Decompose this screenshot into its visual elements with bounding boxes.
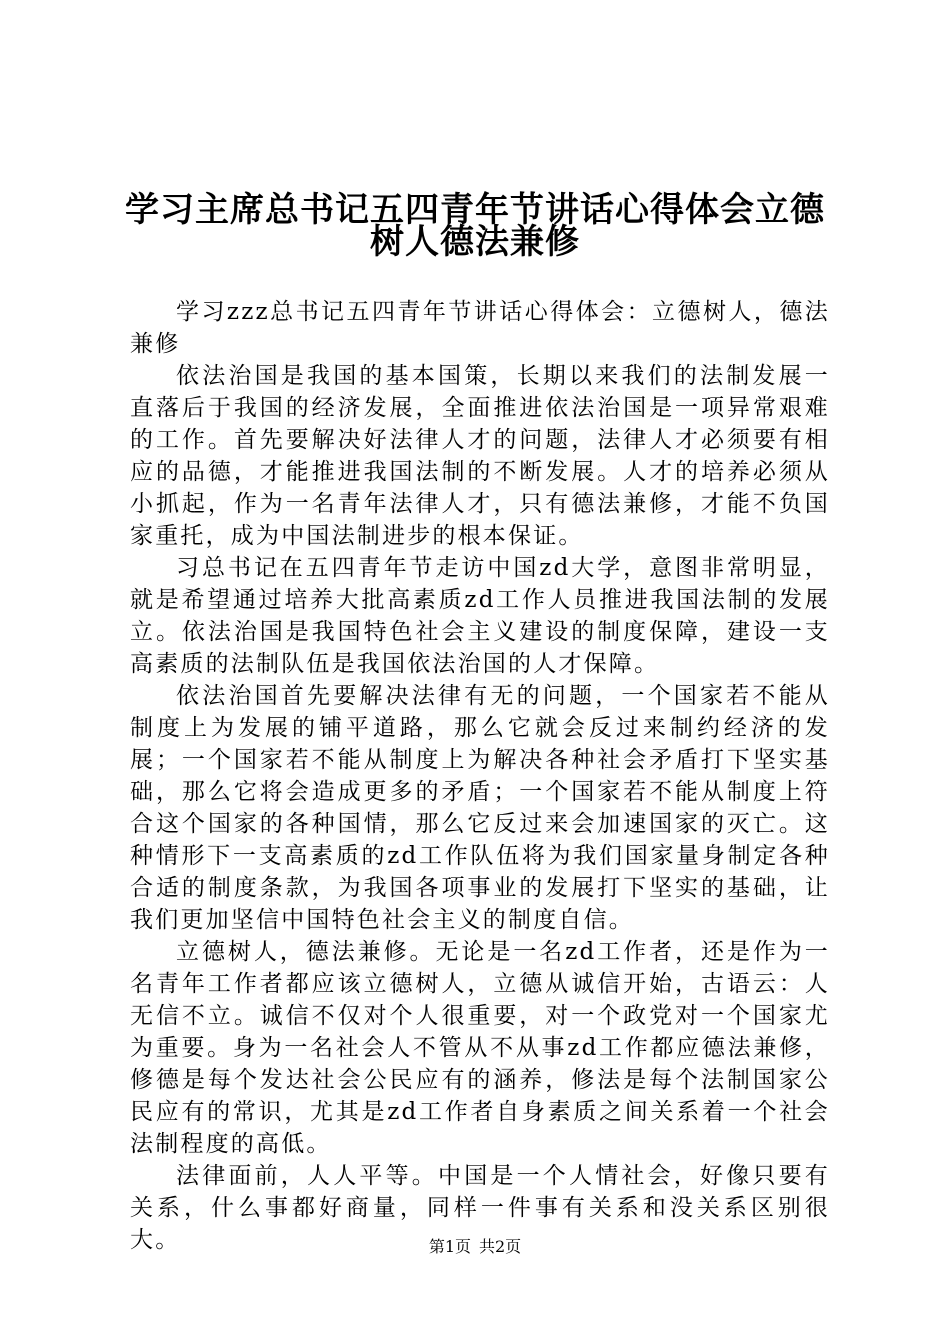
page-total: 共2页 — [479, 1237, 522, 1256]
paragraph-subtitle: 学习zzz总书记五四青年节讲话心得体会：立德树人，德法兼修 — [130, 299, 830, 357]
paragraph: 依法治国首先要解决法律有无的问题，一个国家若不能从制度上为发展的铺平道路，那么它就会反过来制约经济的发展；一个国家若不能从制度上为解决各种社会矛盾打下坚实基础，那么它将会造成更多的矛盾；一个国家若不能从制度上符合这个国家的各种国情，那么它反过来会加速国家的灭亡。这种情形下一支高素质的zd工作队伍将为我们国家量身制定各种合适的制度条款，为我国各项事业的发展打下坚实的基础，让我们更加坚信中国特色社会主义的制度自信。 — [130, 683, 830, 933]
page-footer — [0, 1237, 950, 1257]
page-number: 第1页 — [428, 1237, 471, 1256]
document-title-line-2: 树人德法兼修 — [370, 222, 580, 262]
paragraph: 立德树人，德法兼修。无论是一名zd工作者，还是作为一名青年工作者都应该立德树人，立德从诚信开始，古语云：人无信不立。诚信不仅对个人很重要，对一个政党对一个国家尤为重要。身为一名社会人不管从不从事zd工作都应德法兼修，修德是每个发达社会公民应有的涵养，修法是每个法制国家公民应有的常识，尤其是zd工作者自身素质之间关系着一个社会法制程度的高低。 — [130, 939, 830, 1157]
document-title-line-1: 学习主席总书记五四青年节讲话心得体会立德 — [125, 190, 825, 230]
paragraph: 依法治国是我国的基本国策，长期以来我们的法制发展一直落后于我国的经济发展，全面推进依法治国是一项异常艰难的工作。首先要解决好法律人才的问题，法律人才必须要有相应的品德，才能推进我国法制的不断发展。人才的培养必须从小抓起，作为一名青年法律人才，只有德法兼修，才能不负国家重托，成为中国法制进步的根本保证。 — [130, 363, 830, 549]
document-body — [130, 296, 830, 1256]
paragraph: 习总书记在五四青年节走访中国zd大学，意图非常明显，就是希望通过培养大批高素质zd工作人员推进我国法制的发展立。依法治国是我国特色社会主义建设的制度保障，建设一支高素质的法制队伍是我国依法治国的人才保障。 — [130, 555, 830, 677]
paragraph: 法律面前，人人平等。中国是一个人情社会，好像只要有关系，什么事都好商量，同样一件事有关系和没关系区别很大。 — [130, 1163, 830, 1253]
